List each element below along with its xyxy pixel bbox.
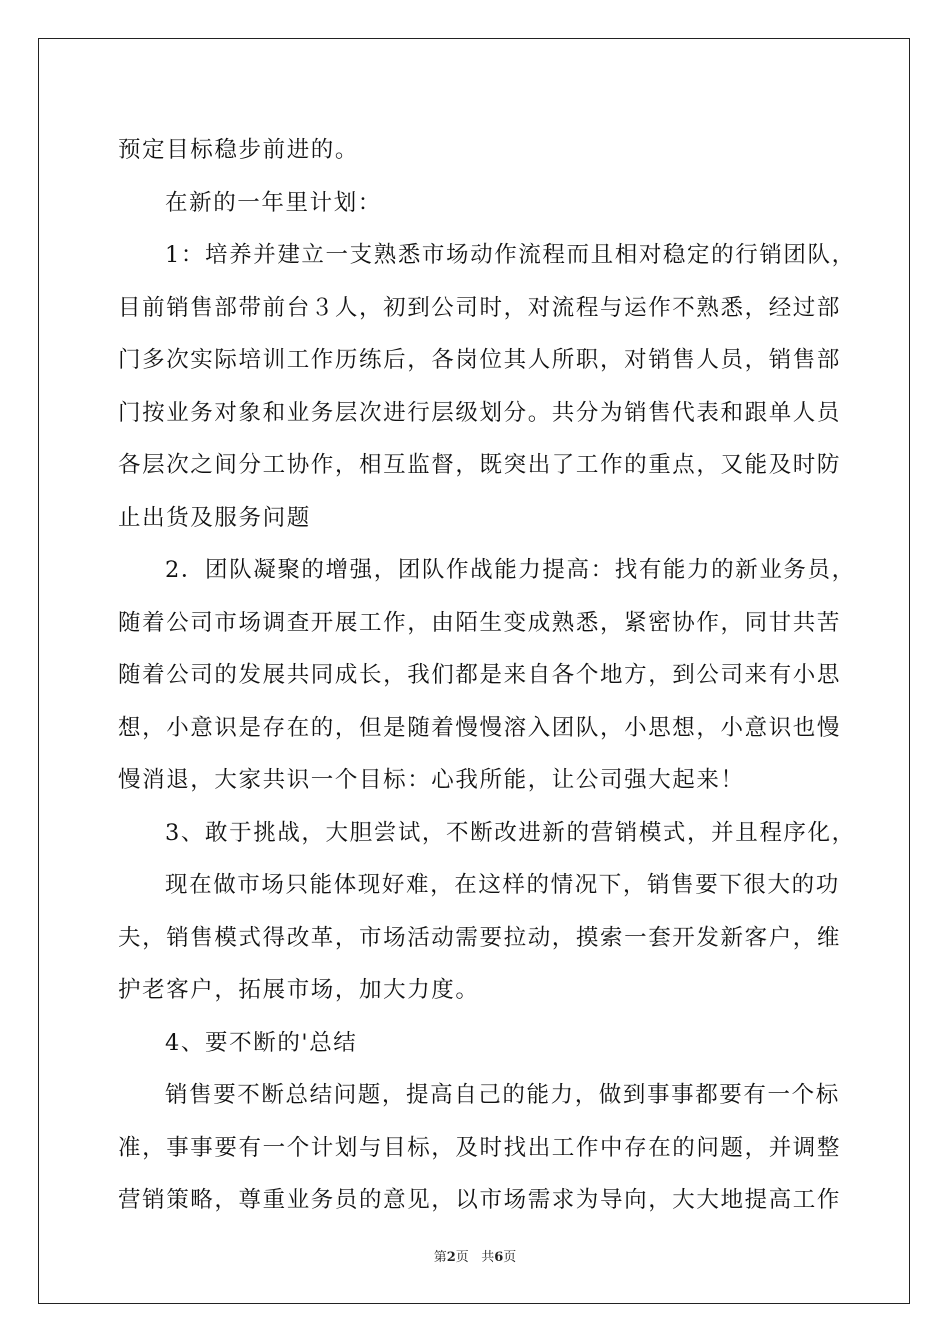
page-prefix: 第 [433,1250,447,1265]
text-line: 现在做市场只能体现好难，在这样的情况下，销售要下很大的功 [165,872,840,898]
text-line: 目前销售部带前台３人，初到公司时，对流程与运作不熟悉，经过部 [118,294,842,321]
total-prefix: 共 [481,1250,495,1265]
text-line: 止出货及服务问题 [118,504,311,531]
text-line: 随着公司的发展共同成长，我们都是来自各个地方，到公司来有小思 [118,662,842,688]
text-line: 2．团队凝聚的增强，团队作战能力提高：找有能力的新业务员， [165,557,856,583]
text-line: 夫，销售模式得改革，市场活动需要拉动，摸索一套开发新客户，维 [118,924,842,951]
text-line: 4、要不断的'总结 [165,1029,358,1056]
text-line: 门多次实际培训工作历练后，各岗位其人所职，对销售人员，销售部 [118,347,842,373]
text-line: 销售要不断总结问题，提高自己的能力，做到事事都要有一个标 [165,1082,840,1108]
text-line: 护老客户，拓展市场，加大力度。 [118,977,480,1003]
text-line: 1：培养并建立一支熟悉市场动作流程而且相对稳定的行销团队， [165,242,856,268]
text-line: 准，事事要有一个计划与目标，及时找出工作中存在的问题，并调整 [118,1134,842,1161]
text-line: 慢消退，大家共识一个目标：心我所能，让公司强大起来！ [118,767,745,793]
text-line: 门按业务对象和业务层次进行层级划分。共分为销售代表和跟单人员 [118,399,842,426]
page-footer [0,1246,950,1265]
text-line: 在新的一年里计划： [165,189,382,216]
total-suffix: 页 [503,1250,517,1265]
total-pages: 6 [494,1250,504,1265]
page-number: 2 [446,1250,456,1265]
text-line: 预定目标稳步前进的。 [118,137,360,163]
text-line: 营销策略，尊重业务员的意见，以市场需求为导向，大大地提高工作 [118,1187,842,1213]
text-line: 各层次之间分工协作，相互监督，既突出了工作的重点，又能及时防 [118,452,842,478]
text-line: 想，小意识是存在的，但是随着慢慢溶入团队，小思想，小意识也慢 [118,714,842,741]
text-line: 3、敢于挑战，大胆尝试，不断改进新的营销模式，并且程序化， [165,819,856,846]
page-suffix: 页 [455,1250,469,1265]
document-body [118,124,856,1227]
text-line: 随着公司市场调查开展工作，由陌生变成熟悉，紧密协作，同甘共苦 [118,609,842,636]
